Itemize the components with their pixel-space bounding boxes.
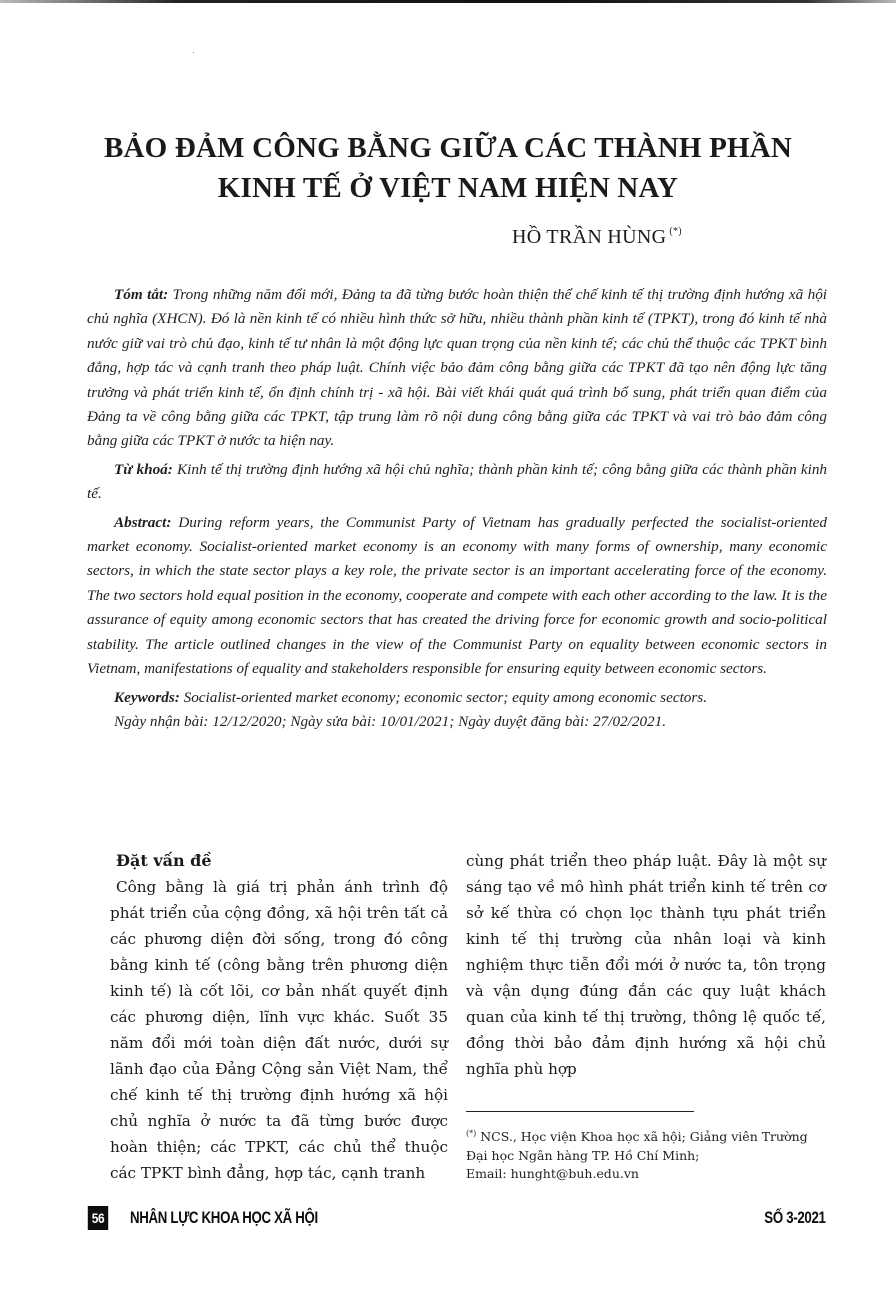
author-footnote	[466, 1125, 836, 1184]
journal-name: NHÂN LỰC KHOA HỌC XÃ HỘI	[130, 1208, 318, 1227]
vi-keywords-text: Kinh tế thị trường định hướng xã hội chủ nghĩa; thành phần kinh tế; công bằng giữa các thành phần kinh tế.	[87, 460, 828, 503]
author-name: HỒ TRẦN HÙNG	[512, 226, 667, 248]
body-paragraph: Công bằng là giá trị phản ánh trình độ phát triển của cộng đồng, xã hội trên tất cả các phương diện đời sống, trong đó công bằng kinh tế (công bằng trên phương diện kinh tế) là cốt lõi, cơ bản nhất quyết định các phương diện, lĩnh vực khác. Suốt 35 năm đổi mới toàn diện đất nước, dưới sự lãnh đạo của Đảng Cộng sản Việt Nam, thể chế kinh tế thị trường định hướng xã hội chủ nghĩa ở nước ta đã từng bước được hoàn thiện; các TPKT, các chủ thể thuộc các TPKT bình đẳng, hợp tác, cạnh tranh	[110, 878, 448, 1182]
body-paragraph-continued: cùng phát triển theo pháp luật. Đây là một sự sáng tạo về mô hình phát triển kinh tế trên cơ sở kế thừa có chọn lọc thành tựu phát triển kinh tế thị trường của nhân loại và kinh nghiệm thực tiễn đổi mới ở nước ta, tôn trọng và vận dụng đúng đắn các quy luật khách quan của kinh tế thị trường, thông lệ quốc tế, đồng thời bảo đảm định hướng xã hội chủ nghĩa phù hợp	[466, 852, 826, 1078]
vi-keywords	[87, 458, 827, 507]
footnote-line-2: Đại học Ngân hàng TP. Hồ Chí Minh;	[466, 1147, 700, 1163]
en-abstract-label: Abstract:	[114, 513, 172, 531]
page-footer	[86, 1206, 826, 1230]
body-column-right	[466, 848, 826, 1082]
author-byline	[512, 226, 682, 249]
section-heading: Đặt vấn đề	[116, 851, 212, 870]
footnote-affiliation: NCS., Học viện Khoa học xã hội; Giảng viên Trường	[476, 1129, 808, 1144]
top-edge-rule	[0, 0, 896, 3]
en-abstract-text: During reform years, the Communist Party of Vietnam has gradually perfected the socialist-oriented market economy. Socialist-oriented market economy is an economy with many forms of ownership, many economic sectors, in which the state sector plays a key role, the private sector is an important accelerating force of the economy. The two sectors hold equal position in the economy, cooperate and compete with each other according to the law. It is the assurance of equity among economic sectors that has created the driving force for economic growth and socio-political stability. The article outlined changes in the view of the Communist Party on equality between economic sectors in Vietnam, manifestations of equality and stakeholders responsible for ensuring equity between economic sectors.	[87, 513, 827, 678]
footnote-divider	[466, 1111, 694, 1112]
submission-dates: Ngày nhận bài: 12/12/2020; Ngày sửa bài: 10/01/2021; Ngày duyệt đăng bài: 27/02/2021.	[114, 712, 667, 730]
footnote-mark: (*)	[466, 1129, 477, 1138]
vi-keywords-label: Từ khoá:	[114, 460, 173, 478]
title-line-2: KINH TẾ Ở VIỆT NAM HIỆN NAY	[217, 172, 679, 204]
vi-summary-text: Trong những năm đổi mới, Đảng ta đã từng bước hoàn thiện thể chế kinh tế thị trường định hướng xã hội chủ nghĩa (XHCN). Đó là nền kinh tế có nhiều hình thức sở hữu, nhiều thành phần kinh tế (TPKT), trong đó kinh tế nhà nước giữ vai trò chủ đạo, kinh tế tư nhân là một động lực quan trọng của nền kinh tế; các chủ thể thuộc các TPKT bình đẳng, hợp tác và cạnh tranh theo pháp luật. Chính việc bảo đảm công bằng giữa các TPKT đã tạo nên động lực tăng trưởng và phát triển kinh tế, ổn định chính trị - xã hội. Bài viết khái quát quá trình bổ sung, phát triển quan điểm của Đảng ta về công bằng giữa các TPKT, tập trung làm rõ nội dung công bằng giữa các TPKT và vai trò bảo đảm công bằng giữa các TPKT ở nước ta hiện nay.	[87, 286, 828, 450]
en-keywords-label: Keywords:	[114, 688, 180, 706]
page-number-badge: 56	[88, 1206, 108, 1230]
vi-summary	[87, 283, 827, 454]
footnote-email: Email: hunght@buh.edu.vn	[466, 1166, 639, 1181]
vi-summary-label: Tóm tắt:	[114, 286, 169, 303]
article-title	[0, 128, 896, 208]
issue-number: SỐ 3-2021	[764, 1208, 826, 1227]
author-footnote-mark: (*)	[669, 226, 682, 237]
body-column-left	[110, 848, 448, 1186]
en-keywords	[87, 686, 827, 710]
en-abstract	[87, 511, 827, 682]
scan-artifact	[193, 52, 194, 53]
abstract-block	[87, 283, 827, 738]
footnote-line-1	[466, 1125, 836, 1147]
en-keywords-text: Socialist-oriented market economy; economic sector; equity among economic sectors.	[183, 688, 707, 706]
title-line-1: BẢO ĐẢM CÔNG BẰNG GIỮA CÁC THÀNH PHẦN	[103, 132, 793, 164]
